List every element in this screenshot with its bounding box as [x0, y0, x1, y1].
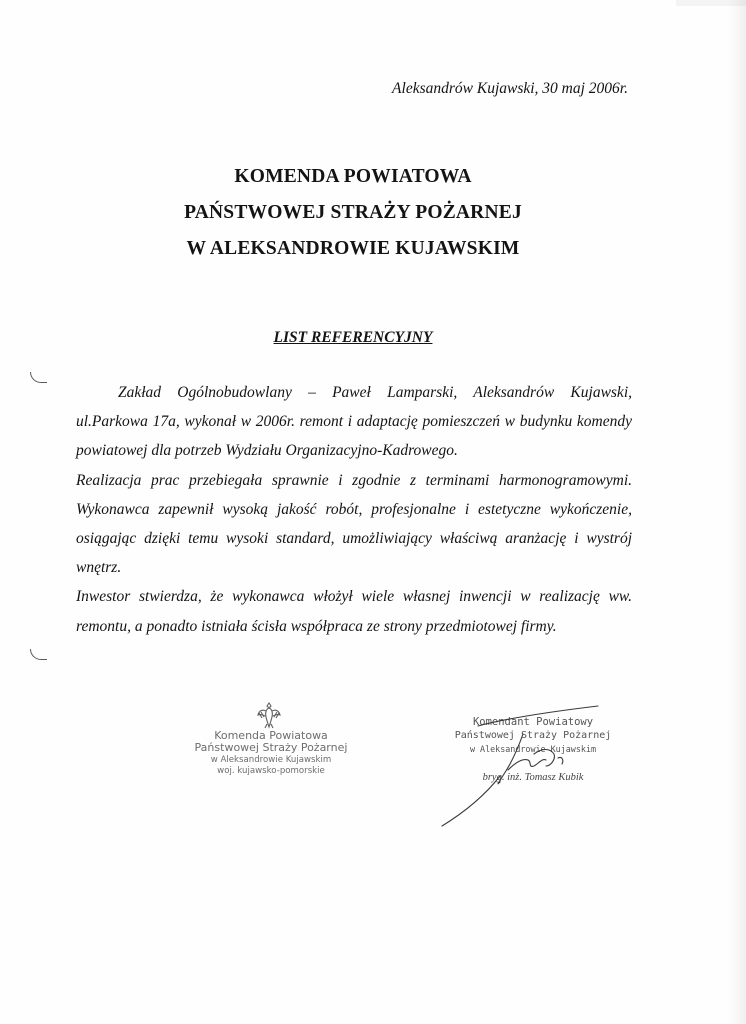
punch-hole-mark — [30, 649, 47, 660]
stamp-line: Komenda Powiatowa — [214, 729, 328, 742]
stamp-line: w Aleksandrowie Kujawskim — [210, 755, 332, 765]
stamp-line: Komendant Powiatowy — [472, 716, 594, 728]
paragraph: Zakład Ogólnobudowlany – Paweł Lamparski, Aleksandrów Kujawski, ul.Parkowa 17a, wykonał w 2006r. remont i adaptację pomieszczeń w budynku komendy powiatowej dla potrzeb Wydziału Organizacyjno-Kadrowego. — [76, 384, 632, 460]
header-line-1: KOMENDA POWIATOWA — [234, 166, 472, 187]
header-line-3: W ALEKSANDROWIE KUJAWSKIM — [186, 238, 520, 259]
scan-corner-mark — [676, 0, 746, 6]
stamp-line: Państwowej Straży Pożarnej — [194, 741, 348, 754]
eagle-emblem-icon — [256, 700, 282, 730]
punch-hole-mark — [30, 372, 47, 383]
stamp-line: Państwowej Straży Pożarnej — [454, 730, 612, 741]
paragraph: Realizacja prac przebiegała sprawnie i zgodnie z terminami harmonogramowymi. Wykonawca zapewnił wysoką jakość robót, profesjonalne i estetyczne wykończenie, osiągając dzięki temu wysoki standard, umożliwiający właściwą aranżację i wystrój wnętrz. — [76, 471, 632, 577]
paragraph: Inwestor stwierdza, że wykonawca włożył wiele własnej inwencji w realizację ww. remontu, a ponadto istniała ścisła współpraca ze strony przedmiotowej firmy. — [76, 588, 632, 635]
official-stamp-left — [178, 700, 364, 792]
date-line: Aleksandrów Kujawski, 30 maj 2006r. — [392, 80, 628, 97]
stamp-line: woj. kujawsko-pomorskie — [217, 766, 325, 776]
signatory-name: bryg. inż. Tomasz Kubik — [482, 772, 584, 783]
header-line-2: PAŃSTWOWEJ STRAŻY POŻARNEJ — [184, 202, 522, 223]
scan-edge-shadow — [728, 0, 746, 1024]
handwritten-signature — [438, 704, 618, 828]
stamp-line: w Aleksandrowie Kujawskim — [469, 744, 597, 754]
letter-body — [76, 378, 632, 641]
document-title: LIST REFERENCYJNY — [273, 329, 433, 346]
